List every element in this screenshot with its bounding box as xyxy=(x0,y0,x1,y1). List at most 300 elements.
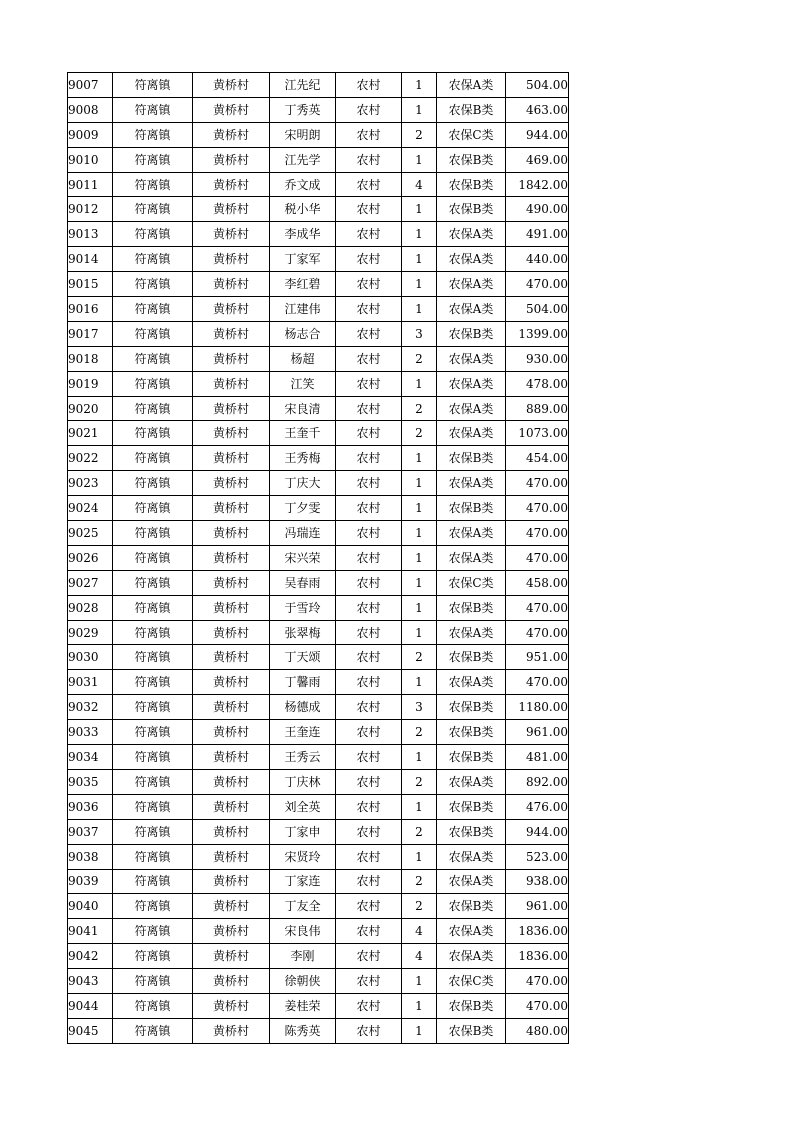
record-id-cell: 9032 xyxy=(68,695,113,720)
town-cell: 符离镇 xyxy=(113,346,193,371)
record-id-cell: 9035 xyxy=(68,769,113,794)
town-cell: 符离镇 xyxy=(113,993,193,1018)
amount-cell: 470.00 xyxy=(506,545,569,570)
village-cell: 黄桥村 xyxy=(193,919,270,944)
village-cell: 黄桥村 xyxy=(193,222,270,247)
village-cell: 黄桥村 xyxy=(193,944,270,969)
table-row xyxy=(68,222,569,247)
record-id-cell: 9011 xyxy=(68,172,113,197)
insurance-category-cell: 农保B类 xyxy=(437,745,506,770)
amount-cell: 1073.00 xyxy=(506,421,569,446)
member-count-cell: 1 xyxy=(402,73,437,98)
record-id-cell: 9028 xyxy=(68,595,113,620)
table-row xyxy=(68,620,569,645)
amount-cell: 523.00 xyxy=(506,844,569,869)
amount-cell: 930.00 xyxy=(506,346,569,371)
member-count-cell: 1 xyxy=(402,595,437,620)
household-type-cell: 农村 xyxy=(336,272,402,297)
table-row xyxy=(68,894,569,919)
village-cell: 黄桥村 xyxy=(193,73,270,98)
record-id-cell: 9043 xyxy=(68,969,113,994)
amount-cell: 478.00 xyxy=(506,371,569,396)
town-cell: 符离镇 xyxy=(113,172,193,197)
table-row xyxy=(68,396,569,421)
member-count-cell: 1 xyxy=(402,545,437,570)
insurance-category-cell: 农保B类 xyxy=(437,147,506,172)
table-row xyxy=(68,869,569,894)
record-id-cell: 9040 xyxy=(68,894,113,919)
member-count-cell: 1 xyxy=(402,570,437,595)
amount-cell: 470.00 xyxy=(506,993,569,1018)
table-row xyxy=(68,371,569,396)
insurance-category-cell: 农保A类 xyxy=(437,869,506,894)
town-cell: 符离镇 xyxy=(113,1018,193,1043)
insurance-category-cell: 农保A类 xyxy=(437,521,506,546)
name-cell: 王奎千 xyxy=(270,421,336,446)
member-count-cell: 1 xyxy=(402,371,437,396)
household-type-cell: 农村 xyxy=(336,521,402,546)
name-cell: 姜桂荣 xyxy=(270,993,336,1018)
name-cell: 杨超 xyxy=(270,346,336,371)
table-row xyxy=(68,496,569,521)
village-cell: 黄桥村 xyxy=(193,496,270,521)
village-cell: 黄桥村 xyxy=(193,645,270,670)
amount-cell: 944.00 xyxy=(506,819,569,844)
member-count-cell: 1 xyxy=(402,97,437,122)
household-type-cell: 农村 xyxy=(336,720,402,745)
record-id-cell: 9007 xyxy=(68,73,113,98)
table-row xyxy=(68,969,569,994)
record-id-cell: 9023 xyxy=(68,471,113,496)
town-cell: 符离镇 xyxy=(113,272,193,297)
member-count-cell: 1 xyxy=(402,272,437,297)
village-cell: 黄桥村 xyxy=(193,695,270,720)
table-row xyxy=(68,346,569,371)
name-cell: 李成华 xyxy=(270,222,336,247)
village-cell: 黄桥村 xyxy=(193,869,270,894)
household-type-cell: 农村 xyxy=(336,346,402,371)
household-type-cell: 农村 xyxy=(336,1018,402,1043)
table-row xyxy=(68,645,569,670)
amount-cell: 476.00 xyxy=(506,794,569,819)
insurance-category-cell: 农保A类 xyxy=(437,222,506,247)
record-id-cell: 9021 xyxy=(68,421,113,446)
member-count-cell: 2 xyxy=(402,346,437,371)
name-cell: 丁家连 xyxy=(270,869,336,894)
table-row xyxy=(68,819,569,844)
name-cell: 吴春雨 xyxy=(270,570,336,595)
table-row xyxy=(68,247,569,272)
household-type-cell: 农村 xyxy=(336,769,402,794)
household-type-cell: 农村 xyxy=(336,222,402,247)
name-cell: 丁庆大 xyxy=(270,471,336,496)
town-cell: 符离镇 xyxy=(113,97,193,122)
insurance-category-cell: 农保A类 xyxy=(437,247,506,272)
amount-cell: 944.00 xyxy=(506,122,569,147)
member-count-cell: 1 xyxy=(402,147,437,172)
record-id-cell: 9009 xyxy=(68,122,113,147)
village-cell: 黄桥村 xyxy=(193,346,270,371)
insurance-category-cell: 农保B类 xyxy=(437,321,506,346)
town-cell: 符离镇 xyxy=(113,645,193,670)
table-row xyxy=(68,521,569,546)
name-cell: 丁天颂 xyxy=(270,645,336,670)
table-row xyxy=(68,122,569,147)
table-row xyxy=(68,844,569,869)
record-id-cell: 9038 xyxy=(68,844,113,869)
village-cell: 黄桥村 xyxy=(193,993,270,1018)
town-cell: 符离镇 xyxy=(113,969,193,994)
table-row xyxy=(68,570,569,595)
record-id-cell: 9036 xyxy=(68,794,113,819)
table-row xyxy=(68,471,569,496)
household-type-cell: 农村 xyxy=(336,745,402,770)
town-cell: 符离镇 xyxy=(113,371,193,396)
amount-cell: 1836.00 xyxy=(506,919,569,944)
name-cell: 宋贤玲 xyxy=(270,844,336,869)
member-count-cell: 1 xyxy=(402,1018,437,1043)
village-cell: 黄桥村 xyxy=(193,197,270,222)
record-id-cell: 9015 xyxy=(68,272,113,297)
village-cell: 黄桥村 xyxy=(193,147,270,172)
name-cell: 江先学 xyxy=(270,147,336,172)
insurance-category-cell: 农保A类 xyxy=(437,297,506,322)
member-count-cell: 3 xyxy=(402,321,437,346)
table-row xyxy=(68,720,569,745)
member-count-cell: 2 xyxy=(402,769,437,794)
name-cell: 徐朝侠 xyxy=(270,969,336,994)
amount-cell: 470.00 xyxy=(506,595,569,620)
household-type-cell: 农村 xyxy=(336,794,402,819)
record-id-cell: 9012 xyxy=(68,197,113,222)
insurance-category-cell: 农保B类 xyxy=(437,496,506,521)
name-cell: 王奎连 xyxy=(270,720,336,745)
table-row xyxy=(68,545,569,570)
name-cell: 江建伟 xyxy=(270,297,336,322)
member-count-cell: 1 xyxy=(402,844,437,869)
name-cell: 王秀梅 xyxy=(270,446,336,471)
town-cell: 符离镇 xyxy=(113,620,193,645)
member-count-cell: 1 xyxy=(402,471,437,496)
insurance-category-cell: 农保A类 xyxy=(437,346,506,371)
name-cell: 丁家军 xyxy=(270,247,336,272)
record-id-cell: 9019 xyxy=(68,371,113,396)
table-row xyxy=(68,446,569,471)
household-type-cell: 农村 xyxy=(336,172,402,197)
table-row xyxy=(68,197,569,222)
insurance-category-cell: 农保B类 xyxy=(437,645,506,670)
insurance-category-cell: 农保B类 xyxy=(437,819,506,844)
insurance-category-cell: 农保B类 xyxy=(437,595,506,620)
household-type-cell: 农村 xyxy=(336,595,402,620)
amount-cell: 1180.00 xyxy=(506,695,569,720)
village-cell: 黄桥村 xyxy=(193,172,270,197)
record-id-cell: 9010 xyxy=(68,147,113,172)
name-cell: 于雪玲 xyxy=(270,595,336,620)
household-type-cell: 农村 xyxy=(336,247,402,272)
village-cell: 黄桥村 xyxy=(193,670,270,695)
member-count-cell: 1 xyxy=(402,620,437,645)
town-cell: 符离镇 xyxy=(113,844,193,869)
town-cell: 符离镇 xyxy=(113,745,193,770)
household-type-cell: 农村 xyxy=(336,670,402,695)
household-type-cell: 农村 xyxy=(336,869,402,894)
name-cell: 丁庆林 xyxy=(270,769,336,794)
insurance-category-cell: 农保B类 xyxy=(437,993,506,1018)
member-count-cell: 4 xyxy=(402,944,437,969)
table-row xyxy=(68,421,569,446)
record-id-cell: 9014 xyxy=(68,247,113,272)
name-cell: 乔文成 xyxy=(270,172,336,197)
member-count-cell: 1 xyxy=(402,496,437,521)
town-cell: 符离镇 xyxy=(113,944,193,969)
name-cell: 陈秀英 xyxy=(270,1018,336,1043)
insurance-category-cell: 农保B类 xyxy=(437,894,506,919)
household-type-cell: 农村 xyxy=(336,371,402,396)
village-cell: 黄桥村 xyxy=(193,844,270,869)
town-cell: 符离镇 xyxy=(113,496,193,521)
village-cell: 黄桥村 xyxy=(193,819,270,844)
record-id-cell: 9016 xyxy=(68,297,113,322)
insurance-category-cell: 农保B类 xyxy=(437,172,506,197)
village-cell: 黄桥村 xyxy=(193,421,270,446)
record-id-cell: 9025 xyxy=(68,521,113,546)
town-cell: 符离镇 xyxy=(113,794,193,819)
member-count-cell: 1 xyxy=(402,446,437,471)
amount-cell: 1399.00 xyxy=(506,321,569,346)
record-id-cell: 9031 xyxy=(68,670,113,695)
member-count-cell: 2 xyxy=(402,869,437,894)
record-id-cell: 9027 xyxy=(68,570,113,595)
amount-cell: 470.00 xyxy=(506,496,569,521)
village-cell: 黄桥村 xyxy=(193,969,270,994)
village-cell: 黄桥村 xyxy=(193,595,270,620)
town-cell: 符离镇 xyxy=(113,396,193,421)
name-cell: 宋兴荣 xyxy=(270,545,336,570)
village-cell: 黄桥村 xyxy=(193,769,270,794)
household-type-cell: 农村 xyxy=(336,496,402,521)
name-cell: 丁友全 xyxy=(270,894,336,919)
record-id-cell: 9045 xyxy=(68,1018,113,1043)
amount-cell: 470.00 xyxy=(506,471,569,496)
town-cell: 符离镇 xyxy=(113,122,193,147)
record-id-cell: 9033 xyxy=(68,720,113,745)
table-row xyxy=(68,993,569,1018)
member-count-cell: 4 xyxy=(402,919,437,944)
amount-cell: 961.00 xyxy=(506,720,569,745)
village-cell: 黄桥村 xyxy=(193,1018,270,1043)
town-cell: 符离镇 xyxy=(113,819,193,844)
village-cell: 黄桥村 xyxy=(193,396,270,421)
name-cell: 刘全英 xyxy=(270,794,336,819)
town-cell: 符离镇 xyxy=(113,147,193,172)
town-cell: 符离镇 xyxy=(113,471,193,496)
member-count-cell: 1 xyxy=(402,794,437,819)
insurance-category-cell: 农保C类 xyxy=(437,969,506,994)
household-type-cell: 农村 xyxy=(336,97,402,122)
record-id-cell: 9022 xyxy=(68,446,113,471)
name-cell: 丁秀英 xyxy=(270,97,336,122)
member-count-cell: 2 xyxy=(402,720,437,745)
amount-cell: 504.00 xyxy=(506,73,569,98)
table-row xyxy=(68,769,569,794)
amount-cell: 458.00 xyxy=(506,570,569,595)
member-count-cell: 2 xyxy=(402,396,437,421)
record-id-cell: 9044 xyxy=(68,993,113,1018)
name-cell: 丁家申 xyxy=(270,819,336,844)
household-type-cell: 农村 xyxy=(336,894,402,919)
member-count-cell: 2 xyxy=(402,819,437,844)
village-cell: 黄桥村 xyxy=(193,620,270,645)
village-cell: 黄桥村 xyxy=(193,371,270,396)
household-type-cell: 农村 xyxy=(336,545,402,570)
household-type-cell: 农村 xyxy=(336,919,402,944)
household-type-cell: 农村 xyxy=(336,695,402,720)
insurance-category-cell: 农保A类 xyxy=(437,944,506,969)
table-row xyxy=(68,670,569,695)
amount-cell: 463.00 xyxy=(506,97,569,122)
table-row xyxy=(68,321,569,346)
member-count-cell: 1 xyxy=(402,247,437,272)
member-count-cell: 1 xyxy=(402,969,437,994)
member-count-cell: 1 xyxy=(402,670,437,695)
insurance-category-cell: 农保A类 xyxy=(437,670,506,695)
household-type-cell: 农村 xyxy=(336,446,402,471)
name-cell: 丁馨雨 xyxy=(270,670,336,695)
member-count-cell: 4 xyxy=(402,172,437,197)
table-row xyxy=(68,944,569,969)
amount-cell: 470.00 xyxy=(506,969,569,994)
insurance-category-cell: 农保B类 xyxy=(437,446,506,471)
town-cell: 符离镇 xyxy=(113,769,193,794)
member-count-cell: 1 xyxy=(402,222,437,247)
amount-cell: 470.00 xyxy=(506,272,569,297)
insurance-category-cell: 农保B类 xyxy=(437,1018,506,1043)
amount-cell: 470.00 xyxy=(506,670,569,695)
household-type-cell: 农村 xyxy=(336,620,402,645)
amount-cell: 889.00 xyxy=(506,396,569,421)
insurance-category-cell: 农保C类 xyxy=(437,122,506,147)
household-type-cell: 农村 xyxy=(336,570,402,595)
member-count-cell: 1 xyxy=(402,197,437,222)
amount-cell: 454.00 xyxy=(506,446,569,471)
insurance-category-cell: 农保A类 xyxy=(437,371,506,396)
village-cell: 黄桥村 xyxy=(193,446,270,471)
table-row xyxy=(68,595,569,620)
amount-cell: 490.00 xyxy=(506,197,569,222)
amount-cell: 1842.00 xyxy=(506,172,569,197)
insurance-category-cell: 农保A类 xyxy=(437,272,506,297)
member-count-cell: 2 xyxy=(402,421,437,446)
member-count-cell: 3 xyxy=(402,695,437,720)
household-type-cell: 农村 xyxy=(336,321,402,346)
town-cell: 符离镇 xyxy=(113,222,193,247)
insurance-category-cell: 农保A类 xyxy=(437,919,506,944)
table-row xyxy=(68,73,569,98)
household-type-cell: 农村 xyxy=(336,197,402,222)
insurance-category-cell: 农保B类 xyxy=(437,794,506,819)
household-type-cell: 农村 xyxy=(336,969,402,994)
household-type-cell: 农村 xyxy=(336,645,402,670)
town-cell: 符离镇 xyxy=(113,297,193,322)
household-type-cell: 农村 xyxy=(336,844,402,869)
member-count-cell: 1 xyxy=(402,745,437,770)
record-id-cell: 9018 xyxy=(68,346,113,371)
record-id-cell: 9030 xyxy=(68,645,113,670)
record-id-cell: 9026 xyxy=(68,545,113,570)
insurance-category-cell: 农保A类 xyxy=(437,421,506,446)
town-cell: 符离镇 xyxy=(113,421,193,446)
table-row xyxy=(68,745,569,770)
table-row xyxy=(68,147,569,172)
insurance-category-cell: 农保A类 xyxy=(437,769,506,794)
insurance-category-cell: 农保B类 xyxy=(437,720,506,745)
village-cell: 黄桥村 xyxy=(193,545,270,570)
record-id-cell: 9037 xyxy=(68,819,113,844)
member-count-cell: 1 xyxy=(402,993,437,1018)
record-id-cell: 9041 xyxy=(68,919,113,944)
household-type-cell: 农村 xyxy=(336,993,402,1018)
name-cell: 税小华 xyxy=(270,197,336,222)
amount-cell: 481.00 xyxy=(506,745,569,770)
record-id-cell: 9042 xyxy=(68,944,113,969)
amount-cell: 470.00 xyxy=(506,620,569,645)
insurance-category-cell: 农保B类 xyxy=(437,695,506,720)
town-cell: 符离镇 xyxy=(113,670,193,695)
record-id-cell: 9034 xyxy=(68,745,113,770)
amount-cell: 504.00 xyxy=(506,297,569,322)
table-row xyxy=(68,794,569,819)
village-cell: 黄桥村 xyxy=(193,521,270,546)
amount-cell: 1836.00 xyxy=(506,944,569,969)
household-type-cell: 农村 xyxy=(336,297,402,322)
amount-cell: 440.00 xyxy=(506,247,569,272)
amount-cell: 470.00 xyxy=(506,521,569,546)
household-type-cell: 农村 xyxy=(336,471,402,496)
record-id-cell: 9039 xyxy=(68,869,113,894)
town-cell: 符离镇 xyxy=(113,869,193,894)
village-cell: 黄桥村 xyxy=(193,247,270,272)
village-cell: 黄桥村 xyxy=(193,794,270,819)
name-cell: 江笑 xyxy=(270,371,336,396)
record-id-cell: 9029 xyxy=(68,620,113,645)
household-type-cell: 农村 xyxy=(336,944,402,969)
village-cell: 黄桥村 xyxy=(193,122,270,147)
town-cell: 符离镇 xyxy=(113,720,193,745)
amount-cell: 469.00 xyxy=(506,147,569,172)
name-cell: 李红碧 xyxy=(270,272,336,297)
table-row xyxy=(68,695,569,720)
town-cell: 符离镇 xyxy=(113,919,193,944)
town-cell: 符离镇 xyxy=(113,521,193,546)
insurance-category-cell: 农保A类 xyxy=(437,545,506,570)
household-type-cell: 农村 xyxy=(336,147,402,172)
name-cell: 宋良伟 xyxy=(270,919,336,944)
insurance-category-cell: 农保A类 xyxy=(437,396,506,421)
town-cell: 符离镇 xyxy=(113,894,193,919)
record-id-cell: 9024 xyxy=(68,496,113,521)
member-count-cell: 2 xyxy=(402,122,437,147)
household-type-cell: 农村 xyxy=(336,396,402,421)
member-count-cell: 1 xyxy=(402,521,437,546)
name-cell: 李刚 xyxy=(270,944,336,969)
member-count-cell: 2 xyxy=(402,894,437,919)
town-cell: 符离镇 xyxy=(113,247,193,272)
insurance-category-cell: 农保A类 xyxy=(437,73,506,98)
name-cell: 丁夕雯 xyxy=(270,496,336,521)
table-row xyxy=(68,172,569,197)
records-table-body xyxy=(68,73,569,1044)
